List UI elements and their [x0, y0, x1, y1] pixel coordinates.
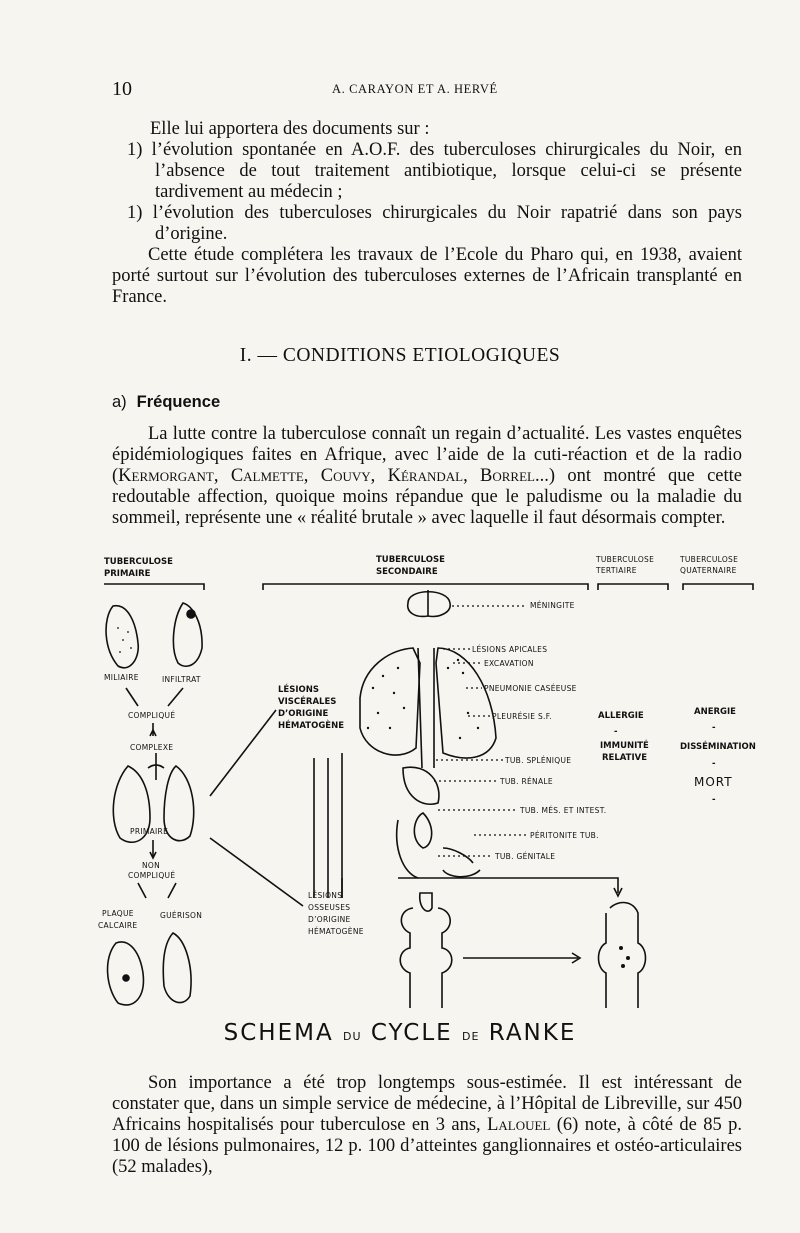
- label-complique: COMPLIQUÉ: [128, 711, 176, 720]
- label-tub-renale: TUB. RÉNALE: [500, 777, 553, 786]
- caption-du: DU: [343, 1030, 362, 1043]
- importance-paragraph: [112, 1073, 742, 1178]
- label-mort: MORT: [694, 775, 733, 789]
- label-tub-splenique: TUB. SPLÉNIQUE: [505, 756, 572, 765]
- page-header: [112, 78, 740, 102]
- knee-joint-diseased: [599, 903, 646, 1008]
- label-lesions-apicales: LÉSIONS APICALES: [472, 645, 548, 654]
- para1-start: La lutte contre la tuberculose connaît un regain d’actualité. Les vastes enquêtes épidémiologiques faites en Afrique, avec l’aide de la cuti-réaction et de la radio (: [112, 424, 742, 486]
- label-immunite-2: RELATIVE: [602, 753, 648, 763]
- brain-shape: [408, 592, 450, 617]
- label-allergie: ALLERGIE: [598, 711, 644, 721]
- intro-paragraph: Cette étude complétera les travaux de l’Ecole du Pharo qui, en 1938, avaient porté surtout sur l’évolution des tuberculoses externes de l’Africain transplanté en France.: [112, 245, 742, 307]
- label-complique-2: COMPLIQUÉ: [128, 871, 176, 880]
- label-peritonite: PÉRITONITE TUB.: [530, 831, 599, 840]
- col-secondaire-1: TUBERCULOSE: [376, 555, 445, 565]
- intro-lead: Elle lui apportera des documents sur :: [150, 119, 430, 139]
- label-lesions-v-2: VISCÉRALES: [278, 697, 337, 707]
- caption-de: DE: [462, 1030, 480, 1043]
- lung-miliaire: [106, 606, 138, 668]
- label-lesions-v-1: LÉSIONS: [278, 685, 319, 695]
- bracket-quaternaire: [683, 584, 753, 590]
- label-meningite: MÉNINGITE: [530, 601, 575, 610]
- lung-plaque: [108, 942, 144, 1005]
- kidney-shape: [414, 813, 431, 848]
- label-pneumonie: PNEUMONIE CASÉEUSE: [484, 684, 577, 693]
- para2-start: Son importance a été trop longtemps sous-estimée. Il est intéressant de constater que, dans un simple service de médecine, à l’Hôpital de Libreville, sur 450 Africains hospitalisés pour tuberculose en 3 ans,: [112, 1073, 742, 1135]
- label-non: NON: [142, 861, 161, 870]
- label-infiltrat: INFILTRAT: [162, 675, 201, 684]
- label-tub-genitale: TUB. GÉNITALE: [495, 852, 556, 861]
- label-lesions-o-2: OSSEUSES: [308, 903, 351, 912]
- label-lesions-v-3: D’ORIGINE: [278, 709, 329, 719]
- para2-author: Lalouel: [487, 1115, 551, 1135]
- running-title: A. CARAYON ET A. HERVÉ: [332, 82, 498, 96]
- col-tertiaire-1: TUBERCULOSE: [596, 555, 655, 564]
- label-complexe: COMPLEXE: [130, 743, 174, 752]
- knee-joint-healthy: [400, 908, 452, 1008]
- dash-3: -: [712, 759, 716, 769]
- frequency-paragraph: [112, 424, 742, 529]
- label-miliaire: MILIAIRE: [104, 673, 139, 682]
- peritoneum-shape: [443, 870, 480, 877]
- page-number: 10: [112, 78, 132, 100]
- dash-2: -: [712, 723, 716, 733]
- label-lesions-v-4: HÉMATOGÈNE: [278, 721, 345, 731]
- label-guerison: GUÉRISON: [160, 911, 203, 920]
- bracket-primaire: [104, 584, 204, 590]
- label-anergie: ANERGIE: [694, 707, 736, 717]
- label-immunite-1: IMMUNITÉ: [600, 741, 649, 751]
- col-primaire-1: TUBERCULOSE: [104, 557, 173, 567]
- bracket-secondaire: [263, 584, 588, 590]
- ranke-cycle-diagram: [98, 548, 778, 1018]
- col-quaternaire-2: QUATERNAIRE: [680, 566, 737, 575]
- intro-item-2: 1) l’évolution des tuberculoses chirurgicales du Noir rapatrié dans son pays d’origine.: [127, 203, 742, 244]
- subheading-text: Fréquence: [136, 393, 221, 411]
- label-dissemination: DISSÉMINATION: [680, 742, 756, 752]
- bracket-tertiaire: [598, 584, 668, 590]
- col-tertiaire-2: TERTIAIRE: [596, 566, 637, 575]
- subheading: [112, 393, 220, 412]
- figure-caption: [0, 1020, 800, 1046]
- col-secondaire-2: SECONDAIRE: [376, 567, 438, 577]
- label-calcaire: CALCAIRE: [98, 921, 138, 930]
- para2-end: (6) note, à côté de 85 p. 100 de lésions pulmonaires, 12 p. 100 d’atteintes ganglionnaires et ostéo-articulaires (52 malades),: [112, 1115, 742, 1177]
- dash-1: -: [614, 727, 618, 737]
- para1-authors: Kermorgant, Calmette, Couvy, Kérandal, Borrel: [118, 466, 535, 486]
- section-title: I. — CONDITIONS ETIOLOGIQUES: [239, 345, 561, 366]
- caption-ranke: RANKE: [488, 1020, 577, 1046]
- subheading-letter: a): [112, 393, 127, 411]
- label-pleuresie: PLEURÉSIE S.F.: [492, 712, 552, 721]
- lung-guerison: [163, 933, 191, 1003]
- label-plaque: PLAQUE: [102, 909, 134, 918]
- col-primaire-2: PRIMAIRE: [104, 569, 151, 579]
- label-lesions-o-1: LÉSIONS: [308, 891, 343, 900]
- para1-end: ...) ont montré que cette redoutable affection, quoique moins répandue que le paludisme ou la maladie du sommeil, représente une « réalité brutale » avec laquelle il faut désormais compter.: [112, 466, 742, 528]
- dash-4: -: [712, 795, 716, 805]
- intro-block: [112, 119, 742, 308]
- lung-complexe-right: [164, 766, 194, 841]
- arrow-to-osseous: [210, 838, 303, 906]
- label-lesions-o-3: D’ORIGINE: [308, 915, 351, 924]
- label-primaire: PRIMAIRE: [130, 827, 169, 836]
- label-excavation: EXCAVATION: [484, 659, 534, 668]
- caption-schema: SCHEMA: [223, 1020, 334, 1046]
- label-tub-mes: TUB. MÉS. ET INTEST.: [520, 806, 607, 815]
- label-lesions-o-4: HÉMATOGÈNE: [308, 927, 364, 936]
- arrow-to-visceral: [210, 710, 276, 796]
- col-quaternaire-1: TUBERCULOSE: [680, 555, 739, 564]
- thorax-lung-left: [360, 648, 420, 755]
- intro-item-1: 1) l’évolution spontanée en A.O.F. des tuberculoses chirurgicales du Noir, en l’absence de tout traitement antibiotique, lorsque celui-ci se présente tardivement au médecin ;: [127, 140, 742, 202]
- caption-cycle: CYCLE: [370, 1020, 453, 1046]
- genital-shape: [420, 893, 432, 911]
